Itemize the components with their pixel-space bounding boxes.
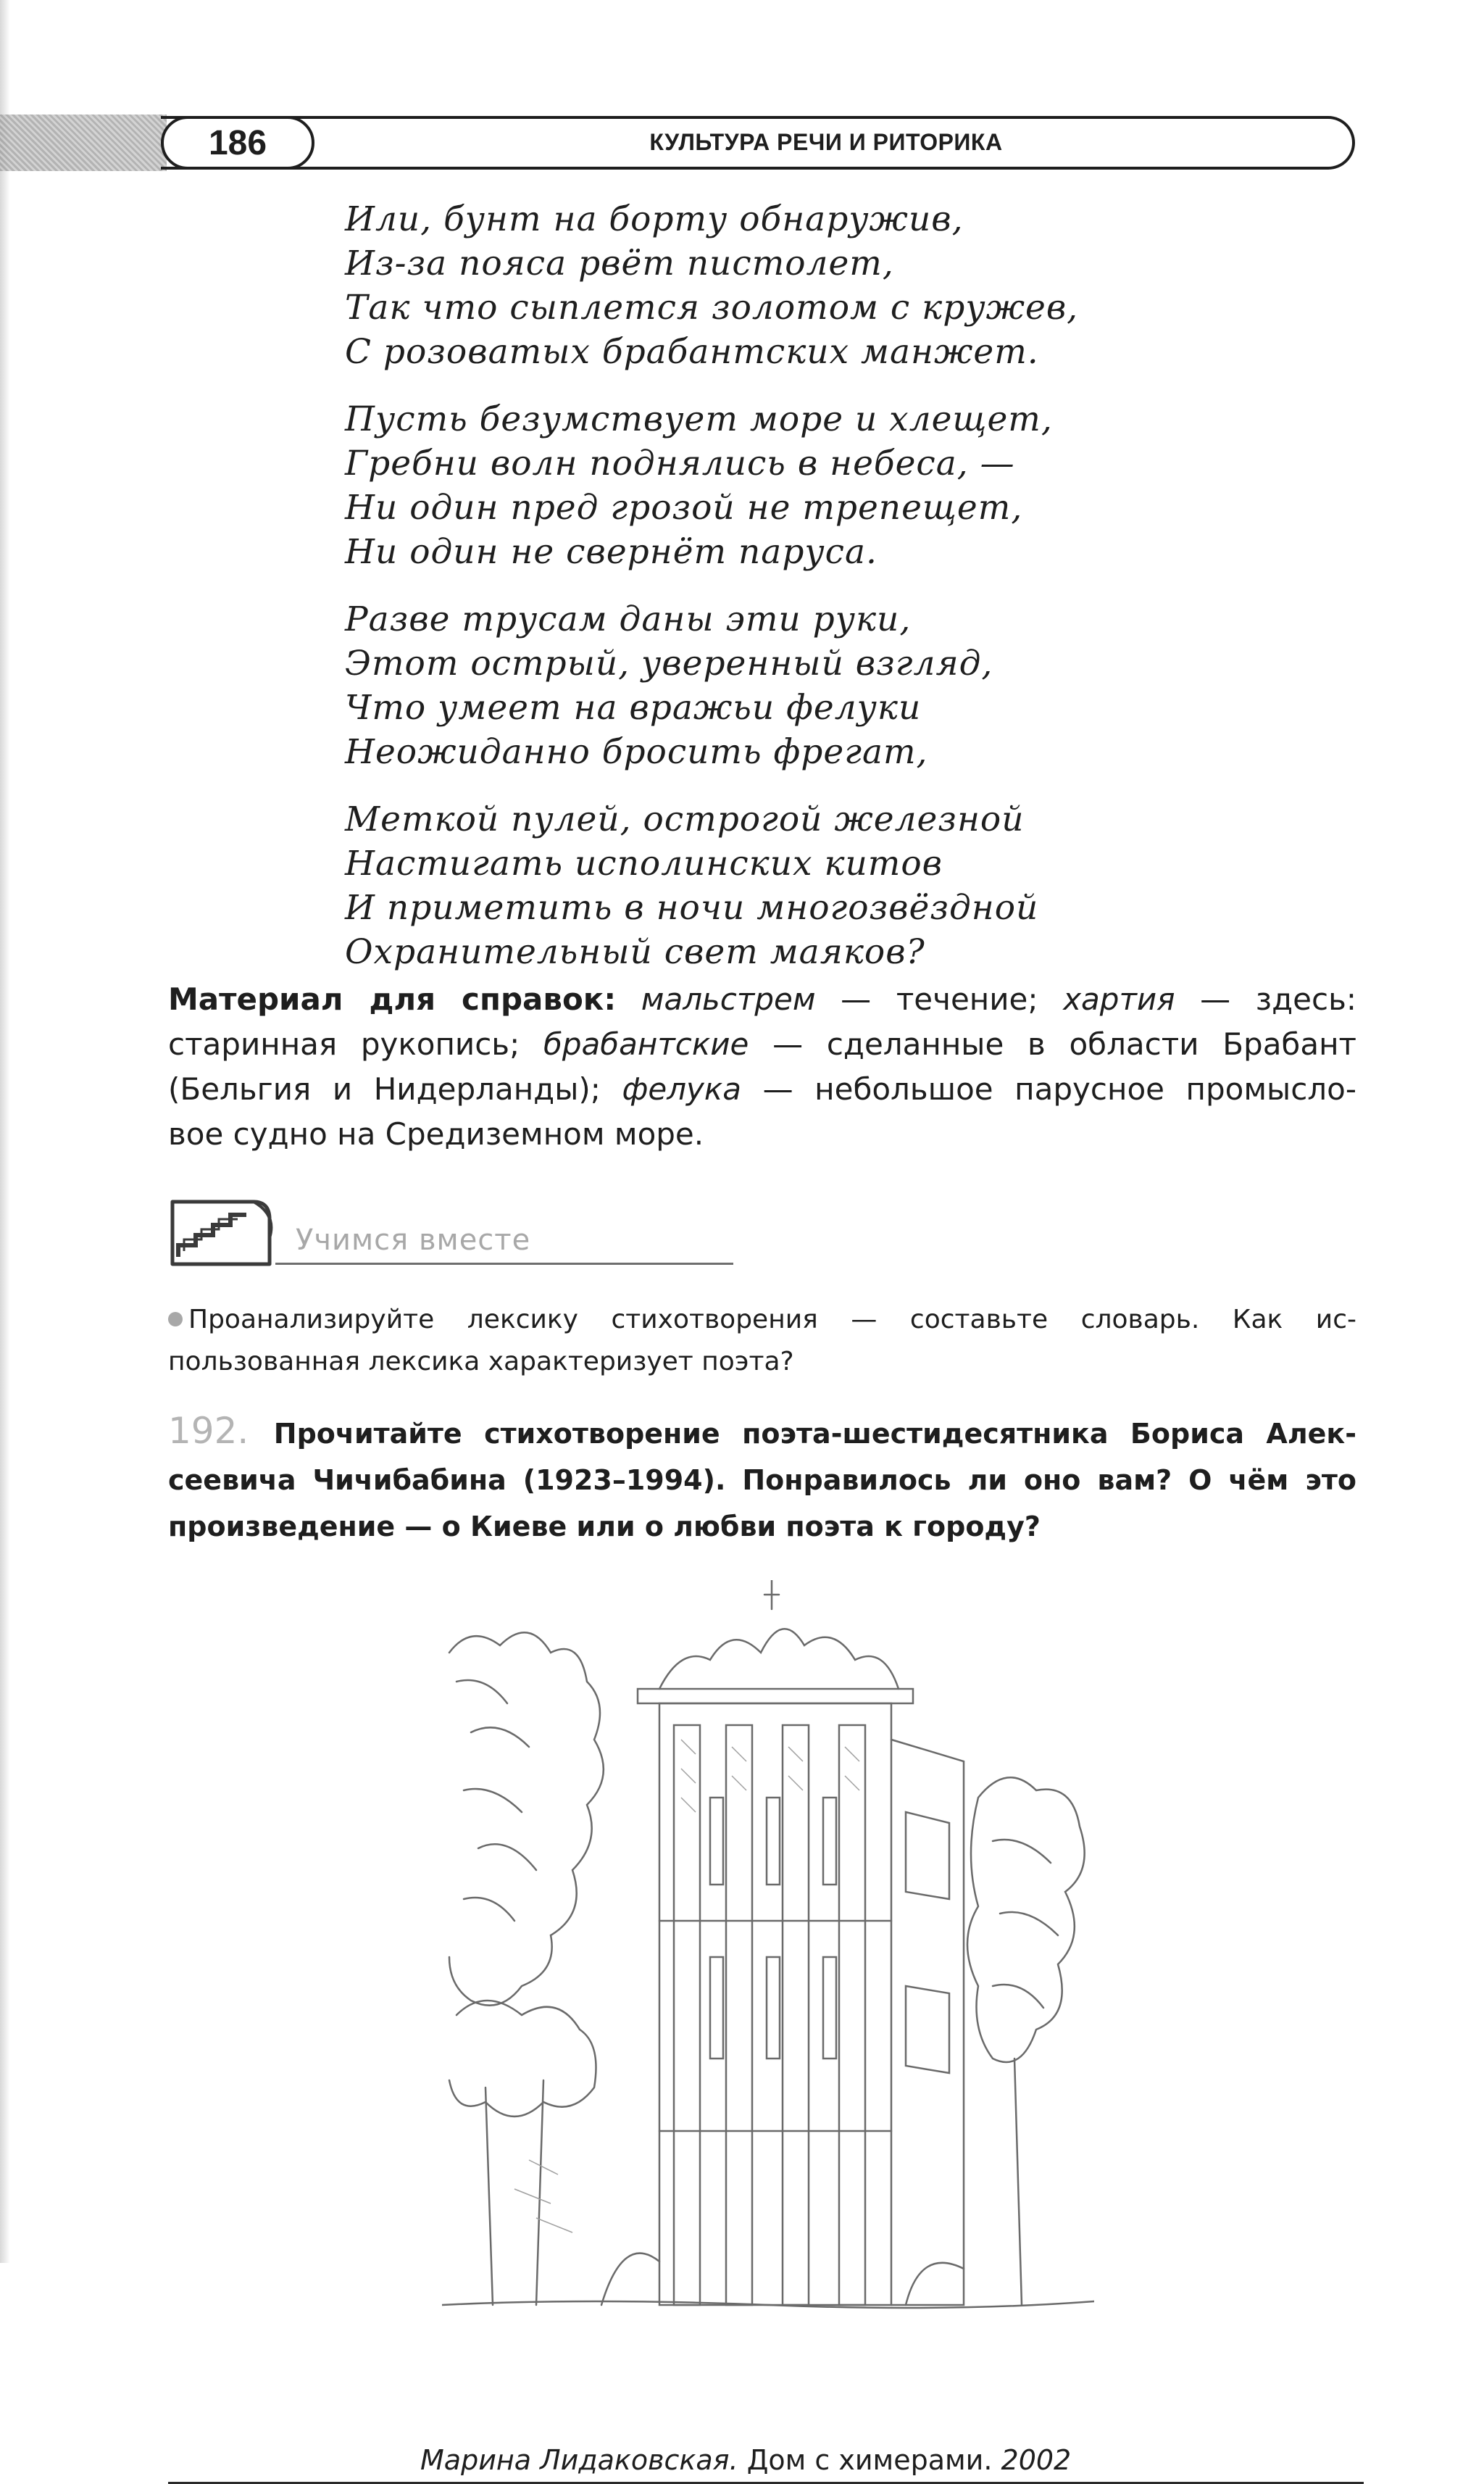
exercise-line: сеевича Чичибабина (1923–1994). Понравилось ли оно вам? О чём это	[168, 1464, 1356, 1496]
reference-term: хартия	[1063, 981, 1175, 1017]
poem	[345, 197, 1287, 997]
task-text: Проанализируйте лексику стихотворения — составьте словарь. Как ис-	[188, 1305, 1356, 1334]
page-edge	[0, 0, 10, 2263]
stanza	[345, 797, 1287, 974]
reference-definition: вое судно на Средиземном море.	[168, 1116, 704, 1152]
reference-line	[168, 1022, 1356, 1067]
poem-line: Пусть безумствует море и хлещет,	[345, 399, 1053, 439]
task-line	[168, 1299, 1356, 1341]
exercise-number: 192.	[168, 1410, 249, 1452]
running-title: КУЛЬТУРА РЕЧИ И РИТОРИКА	[649, 128, 1003, 155]
page-number: 186	[161, 116, 314, 170]
reference-line	[168, 1112, 1356, 1157]
reference-definition: старинная рукопись;	[168, 1026, 543, 1062]
learn-together-heading	[168, 1195, 574, 1270]
task-line: пользованная лексика характеризует поэта?	[168, 1347, 794, 1376]
reference-definition: — сделанные в области Брабант	[749, 1026, 1356, 1062]
caption-author: Марина Лидаковская.	[420, 2444, 738, 2476]
stairs-icon	[168, 1195, 275, 1270]
stanza	[345, 597, 1287, 774]
illustration-caption	[420, 2444, 1071, 2476]
poem-line: Неожиданно бросить фрегат,	[345, 732, 928, 772]
caption-title: Дом с химерами.	[738, 2444, 1001, 2476]
caption-year: 2002	[1001, 2444, 1072, 2476]
poem-line: И приметить в ночи многозвёздной	[345, 888, 1039, 928]
reference-definition: — здесь:	[1175, 981, 1356, 1017]
poem-line: Ни один пред грозой не трепещет,	[345, 488, 1023, 528]
learn-together-underline	[275, 1263, 733, 1265]
reference-term: фелука	[622, 1071, 742, 1107]
poem-line: Из-за пояса рвёт пистолет,	[345, 244, 894, 283]
poem-line: Что умеет на вражьи фелуки	[345, 688, 922, 728]
stanza	[345, 197, 1287, 374]
reference-material	[168, 977, 1356, 1157]
house-sketch	[442, 1580, 1094, 2450]
poem-line: Гребни волн поднялись в небеса, —	[345, 444, 1015, 483]
house-illustration	[442, 1580, 1094, 2450]
poem-line: Этот острый, уверенный взгляд,	[345, 644, 993, 684]
poem-line: Меткой пулей, острогой железной	[345, 799, 1025, 839]
reference-line	[168, 977, 1356, 1022]
poem-line: Настигать исполинских китов	[345, 844, 943, 884]
poem-line: С розоватых брабантских манжет.	[345, 332, 1039, 372]
reference-label: Материал для справок:	[168, 981, 617, 1017]
reference-term: мальстрем	[641, 981, 816, 1017]
exercise-line	[168, 1408, 1356, 1457]
bullet-icon	[168, 1312, 183, 1326]
exercise-192	[168, 1408, 1356, 1550]
poem-line: Ни один не свернёт паруса.	[345, 532, 878, 572]
reference-definition: (Бельгия и Нидерланды);	[168, 1071, 622, 1107]
reference-definition: — течение;	[815, 981, 1064, 1017]
reference-line	[168, 1067, 1356, 1112]
poem-line: Разве трусам даны эти руки,	[345, 599, 912, 639]
learn-together-task	[168, 1299, 1356, 1383]
poem-line: Или, бунт на борту обнаружив,	[345, 199, 964, 239]
header-shade	[0, 115, 167, 171]
poem-line: Так что сыплется золотом с кружев,	[345, 288, 1079, 328]
stanza	[345, 397, 1287, 574]
exercise-text: Прочитайте стихотворение поэта-шестидесятника Бориса Алек-	[273, 1418, 1356, 1450]
learn-together-title: Учимся вместе	[296, 1224, 531, 1257]
reference-term: брабантские	[543, 1026, 749, 1062]
reference-definition: — небольшое парусное промысло-	[741, 1071, 1356, 1107]
exercise-line: произведение — о Киеве или о любви поэта к городу?	[168, 1511, 1041, 1542]
poem-line: Охранительный свет маяков?	[345, 932, 925, 972]
